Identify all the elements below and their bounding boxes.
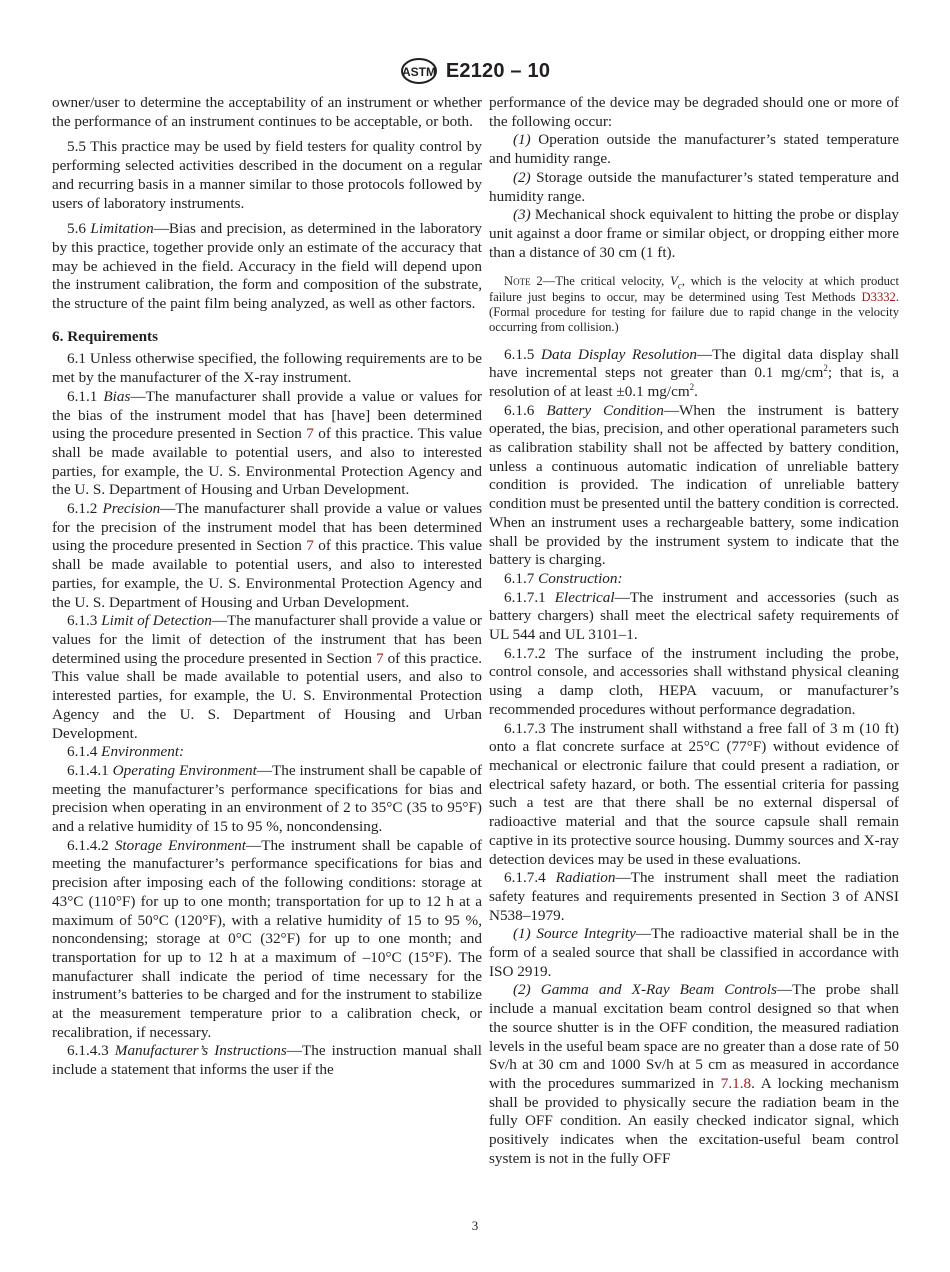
- paragraph-6-1-7: 6.1.7 Construction:: [504, 569, 623, 587]
- page-number: 3: [471, 1218, 479, 1233]
- subitem-source-integrity: (1) Source Integrity—The radioactive material shall be in the form of a sealed source that shall be classified in accordance with ISO 2919.: [489, 925, 900, 980]
- section-7-1-8-link[interactable]: 7.1.8: [720, 1074, 752, 1092]
- paragraph-6-1-2: 6.1.2 Precision—The manufacturer shall provide a value or values for the precision of the instrument model that has been determined using the procedure presented in Section 7 of this practice. This value shall be made available to potential users, and also to interested parties, for example, the U. S. Environmental Protection Agency and the U. S. Department of Housing and Urban Development.: [52, 500, 482, 611]
- d3332-link[interactable]: D3332: [861, 289, 896, 304]
- section-heading-requirements: 6. Requirements: [52, 327, 159, 345]
- paragraph-continuation: owner/user to determine the acceptability of an instrument or whether the performance of an instrument continues to be acceptable, or both.: [52, 94, 482, 130]
- section-7-link[interactable]: 7: [306, 425, 314, 443]
- svg-text:ASTM: ASTM: [401, 65, 436, 79]
- paragraph-6-1: 6.1 Unless otherwise specified, the following requirements are to be met by the manufacturer of the X-ray instrument.: [52, 350, 482, 387]
- note-2: Note 2—The critical velocity, $V_c$, which is the velocity at which product failure just begins to occur, may be determined using Test Methods D3332. (Formal procedure for testing for failure due to rapid change in the velocity occurring from collision.): [489, 274, 899, 335]
- document-id: E2120 – 10: [445, 59, 551, 82]
- paragraph-6-1-4-2: 6.1.4.2 Storage Environment—The instrument shall be capable of meeting the manufacturer’s performance specifications for bias and precision after imposing each of the following conditions: storage at 43°C (110°F) for up to one month; transportation for up to 12 h at a maximum of 50°C (120°F), with a relative humidity of 15 to 95 %, noncondensing; storage at 0°C (32°F) for up to one month; and transportation for up to 12 h at a maximum of –10°C (15°F). The manufacturer shall indicate the period of time necessary for the instrument’s batteries to be charged and for the instrument to stabilize at the measurement temperature prior to a calibration check, or recalibration, if necessary.: [52, 836, 483, 1041]
- paragraph-6-1-4: 6.1.4 Environment:: [67, 743, 185, 761]
- right-column: [489, 94, 899, 1168]
- section-7-link[interactable]: 7: [375, 649, 384, 667]
- paragraph-6-1-7-4: 6.1.7.4 Radiation—The instrument shall meet the radiation safety features and requirements presented in Section 3 of ANSI N538–1979.: [489, 869, 900, 924]
- paragraph-6-1-7-2: 6.1.7.2 The surface of the instrument including the probe, control console, and accessories shall withstand physical cleaning using a damp cloth, HEPA vacuum, or manufacturer’s recommended procedures without performance degradation.: [489, 644, 899, 718]
- paragraph-5-6: 5.6 Limitation—Bias and precision, as determined in the laboratory by this practice, together provide only an estimate of the accuracy that may be achieved in the field. Accuracy in the field will depend upon the instrument calibration, the form and composition of the substrate, the structure of the paint film being analyzed, as well as other factors.: [52, 220, 483, 313]
- paragraph-6-1-7-1: 6.1.7.1 Electrical—The instrument and accessories (such as battery chargers) shall meet the electrical safety requirements of UL 544 and UL 3101–1.: [489, 588, 899, 644]
- list-item-2: (2) Storage outside the manufacturer’s stated temperature and humidity range.: [489, 168, 899, 205]
- paragraph-6-1-6: 6.1.6 Battery Condition—When the instrument is battery operated, the bias, precision, and other operational parameters such as calibration stability shall not be affected by battery condition, unless a continuous automatic indication of unreliable battery condition is provided. The indication of unreliable battery condition must be presented until the battery condition is corrected. When an instrument uses a rechargeable battery, some indication shall be provided by the instrument system to indicate that the battery is charging.: [489, 401, 900, 569]
- astm-logo-icon: [400, 57, 438, 85]
- paragraph-6-1-1: 6.1.1 Bias—The manufacturer shall provide a value or values for the bias of the instrument model that has [have] been determined using the procedure presented in Section 7 of this practice. This value shall be made available to potential users, and also to interested parties, for example, the U. S. Environmental Protection Agency and the U. S. Department of Housing and Urban Development.: [52, 387, 482, 499]
- subitem-beam-controls: (2) Gamma and X-Ray Beam Controls—The probe shall include a manual excitation beam control designed so that when the source shutter is in the OFF condition, the measured radiation levels in the useful beam space are no greater than a dose rate of 50 Sv/h at 30 cm and 1000 Sv/h at 5 cm as measured in accordance with the procedures summarized in 7.1.8. A locking mechanism shall be provided to physically secure the radiation beam in the fully OFF condition. An easily checked indicator signal, which positively indicates when the excitation-useful beam control system is not in the fully OFF: [489, 981, 900, 1167]
- section-7-link[interactable]: 7: [306, 537, 314, 555]
- paragraph-6-1-3: 6.1.3 Limit of Detection—The manufacturer shall provide a value or values for the limit of detection of the instrument that has been determined using the procedure presented in Section 7 of this practice. This value shall be made available to potential users, and also to interested parties, for example, the U. S. Environmental Protection Agency and the U. S. Department of Housing and Urban Development.: [52, 612, 482, 742]
- paragraph-6-1-5: 6.1.5 Data Display Resolution—The digital data display shall have incremental steps not greater than 0.1 $mg/cm^2$; that is, a resolution of at least ±0.1 $mg/cm^2$.: [489, 345, 899, 400]
- paragraph-continuation: performance of the device may be degraded should one or more of the following occur:: [489, 94, 899, 130]
- list-item-1: (1) Operation outside the manufacturer’s stated temperature and humidity range.: [489, 131, 899, 168]
- page-header: [0, 54, 950, 88]
- paragraph-6-1-4-1: 6.1.4.1 Operating Environment—The instrument shall be capable of meeting the manufacturer’s performance specifications for bias and precision when operating in an environment of 2 to 35°C (35 to 95°F) and a relative humidity of 15 to 95 %, noncondensing.: [52, 761, 482, 836]
- paragraph-6-1-7-3: 6.1.7.3 The instrument shall withstand a free fall of 3 m (10 ft) onto a flat concrete surface at 25°C (77°F) without evidence of mechanical or electronic failure that could present a radiation, or electrical safety hazard, or both. The essential criteria for passing such a test are that there shall be no external dispersal of radioactive material and that the source capsule shall remain captive in its protective source housing. Dummy sources and X-ray detection devices may be used in these evaluations.: [489, 719, 899, 868]
- list-item-3: (3) Mechanical shock equivalent to hitting the probe or display unit against a door frame or similar object, or dropping either more than a distance of 30 cm (1 ft).: [489, 206, 899, 261]
- paragraph-6-1-4-3: 6.1.4.3 Manufacturer’s Instructions—The instruction manual shall include a statement that informs the user if the: [52, 1042, 482, 1079]
- paragraph-5-5: 5.5 This practice may be used by field testers for quality control by performing selected activities described in the document on a regular and recurring basis in a manner similar to those protocols followed by users of laboratory instruments.: [52, 138, 482, 212]
- left-column: [52, 94, 482, 1080]
